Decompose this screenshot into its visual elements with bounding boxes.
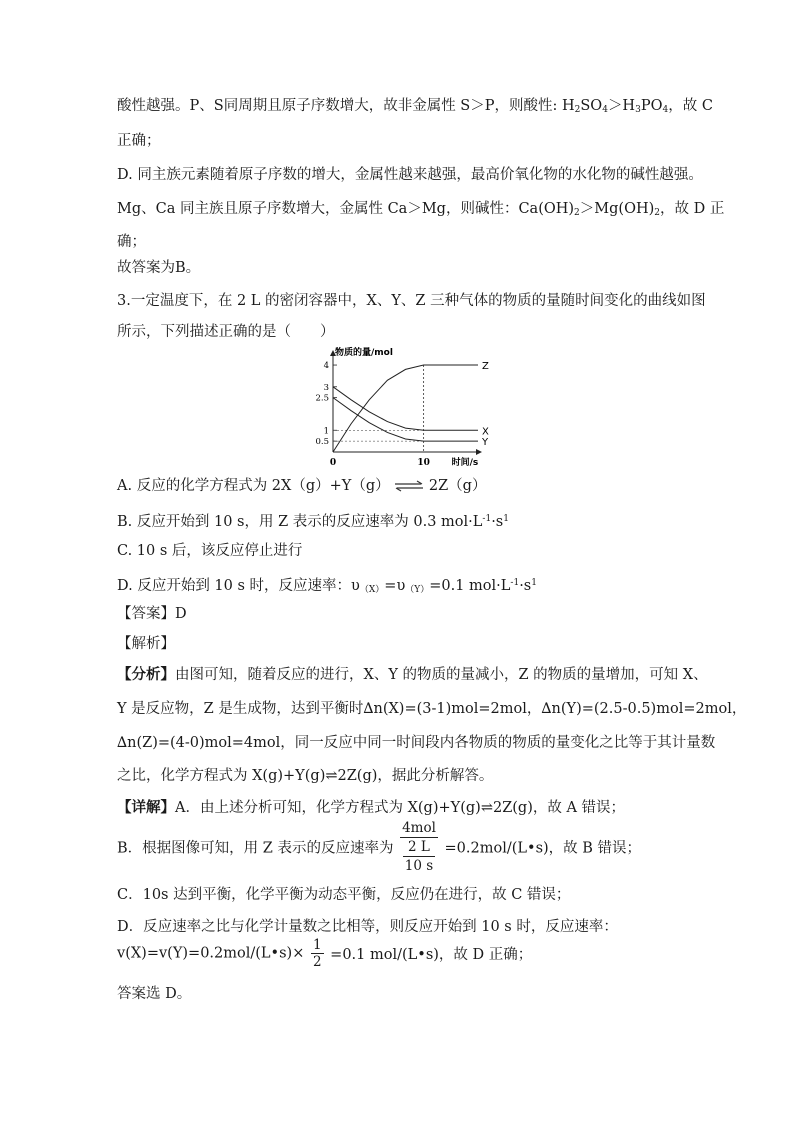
detail-line-c: C．10s 达到平衡，化学平衡为动态平衡，反应仍在进行，故 C 错误； xyxy=(117,887,571,903)
text: SO xyxy=(580,98,603,114)
text: Mg、Ca 同主族且原子序数增大，金属性 Ca＞Mg，则碱性：Ca(OH) xyxy=(117,201,575,217)
text: ＞Mg(OH) xyxy=(579,201,655,217)
analysis-heading: 【解析】 xyxy=(117,636,175,652)
text: =υ xyxy=(384,578,406,594)
fraction-numerator: 4mol xyxy=(402,820,436,836)
text: v(X)=v(Y)=0.2mol/(L•s)× xyxy=(117,945,305,962)
text-line xyxy=(117,199,724,223)
superscript: -1 xyxy=(482,514,492,524)
text-line xyxy=(117,96,713,120)
subscript: 2 xyxy=(654,208,660,218)
text-line: D. 同主族元素随着原子序数的增大，金属性越来越强，最高价氧化物的水化物的碱性越强。 xyxy=(117,167,703,183)
equilibrium-arrow-icon xyxy=(394,481,424,491)
text: ＞H xyxy=(607,98,636,114)
text-line: 故答案为B。 xyxy=(117,260,201,276)
y-tick-label: 0.5 xyxy=(315,437,329,448)
final-answer: 答案选 D。 xyxy=(117,986,192,1002)
rate-fraction xyxy=(400,819,438,875)
text: ，故 C xyxy=(668,98,713,114)
y-tick-label: 1 xyxy=(323,426,329,437)
series-label-x: X xyxy=(482,426,489,438)
option-a xyxy=(117,476,486,496)
fraction-numerator: 1 xyxy=(312,937,322,953)
text: B．根据图像可知，用 Z 表示的反应速率为 xyxy=(117,840,394,857)
subscript: 4 xyxy=(662,105,669,115)
y-tick-label: 3 xyxy=(323,382,329,393)
reaction-chart xyxy=(297,344,487,474)
analysis-line-4: 之比，化学方程式为 X(g)+Y(g)⇌2Z(g)，据此分析解答。 xyxy=(117,768,494,784)
text: =0.1 mol·L xyxy=(429,578,511,594)
series-line-x xyxy=(333,387,478,430)
text: =0.2mol/(L•s)，故 B 错误； xyxy=(444,840,642,857)
subscript: 2 xyxy=(574,105,581,115)
text: D. 反应开始到 10 s 时，反应速率：υ xyxy=(117,578,360,594)
superscript: -1 xyxy=(510,578,520,588)
question-3-line-1: 3.一定温度下，在 2 L 的密闭容器中，X、Y、Z 三种气体的物质的量随时间变化的曲线如图 xyxy=(117,293,706,309)
detail-line-b xyxy=(117,819,641,875)
text: ·s xyxy=(491,514,504,530)
text: 【分析】 xyxy=(117,666,175,683)
superscript: 1 xyxy=(503,514,509,524)
subscript: （X） xyxy=(359,585,385,595)
text-line: 确； xyxy=(117,234,146,250)
detail-line-1 xyxy=(117,798,625,818)
analysis-line-2: Y 是反应物，Z 是生成物，达到平衡时∆n(X)=(3-1)mol=2mol，∆n(Y)=(2.5-0.5)mol=2mol， xyxy=(117,701,747,717)
superscript: 1 xyxy=(531,578,537,588)
x-tick-label: 10 xyxy=(417,458,430,468)
subscript: 3 xyxy=(635,105,641,115)
text: B. 反应开始到 10 s，用 Z 表示的反应速率为 0.3 mol·L xyxy=(117,514,483,530)
text: 酸性越强。P、S同周期且原子序数增大，故非金属性 S＞P，则酸性: H xyxy=(117,98,575,114)
x-axis-label: 时间/s xyxy=(451,458,479,468)
subscript: 2 xyxy=(574,208,580,218)
x-axis-arrow xyxy=(476,449,482,455)
text: A. 反应的化学方程式为 2X（g）+Y（g） xyxy=(117,478,390,494)
y-tick-label: 2.5 xyxy=(315,393,329,404)
series-label-z: Z xyxy=(482,361,489,373)
fraction-inner-denominator: 10 s xyxy=(404,858,434,874)
fraction-inner-numerator: 2 L xyxy=(408,839,430,855)
y-tick-label: 4 xyxy=(323,361,329,372)
text: ，故 D 正 xyxy=(660,201,725,217)
text: PO xyxy=(640,98,663,114)
half-fraction xyxy=(311,937,324,970)
option-b xyxy=(117,509,509,532)
detail-line-d: D．反应速率之比与化学计量数之比相等，则反应开始到 10 s 时，反应速率： xyxy=(117,919,618,935)
text: A．由上述分析可知，化学方程式为 X(g)+Y(g)⇌2Z(g)，故 A 错误； xyxy=(175,800,626,816)
text: =0.1 mol/(L•s)，故 D 正确； xyxy=(330,947,533,963)
question-3-line-2: 所示，下列描述正确的是（ ） xyxy=(117,324,335,340)
text: 【详解】 xyxy=(117,799,175,816)
analysis-line-3: ∆n(Z)=(4-0)mol=4mol，同一反应中同一时间段内各物质的物质的量变化之比等于其计量数 xyxy=(117,735,716,751)
text: 2Z（g） xyxy=(428,478,487,494)
subscript: 4 xyxy=(602,105,608,115)
option-d xyxy=(117,573,537,600)
text: ·s xyxy=(519,578,532,594)
answer-line: 【答案】D xyxy=(117,606,187,622)
option-c: C. 10 s 后，该反应停止进行 xyxy=(117,543,303,559)
y-axis-label: 物质的量/mol xyxy=(335,348,393,358)
series-label-y: Y xyxy=(482,437,489,449)
analysis-line-1 xyxy=(117,665,708,685)
detail-line-d2 xyxy=(117,937,532,970)
x-tick-label: 0 xyxy=(329,458,337,468)
fraction-denominator: 2 xyxy=(312,954,322,970)
text-line: 正确； xyxy=(117,133,161,149)
subscript: （Y） xyxy=(405,585,430,595)
text: 由图可知，随着反应的进行，X、Y 的物质的量减小，Z 的物质的量增加，可知 X、 xyxy=(175,667,708,683)
